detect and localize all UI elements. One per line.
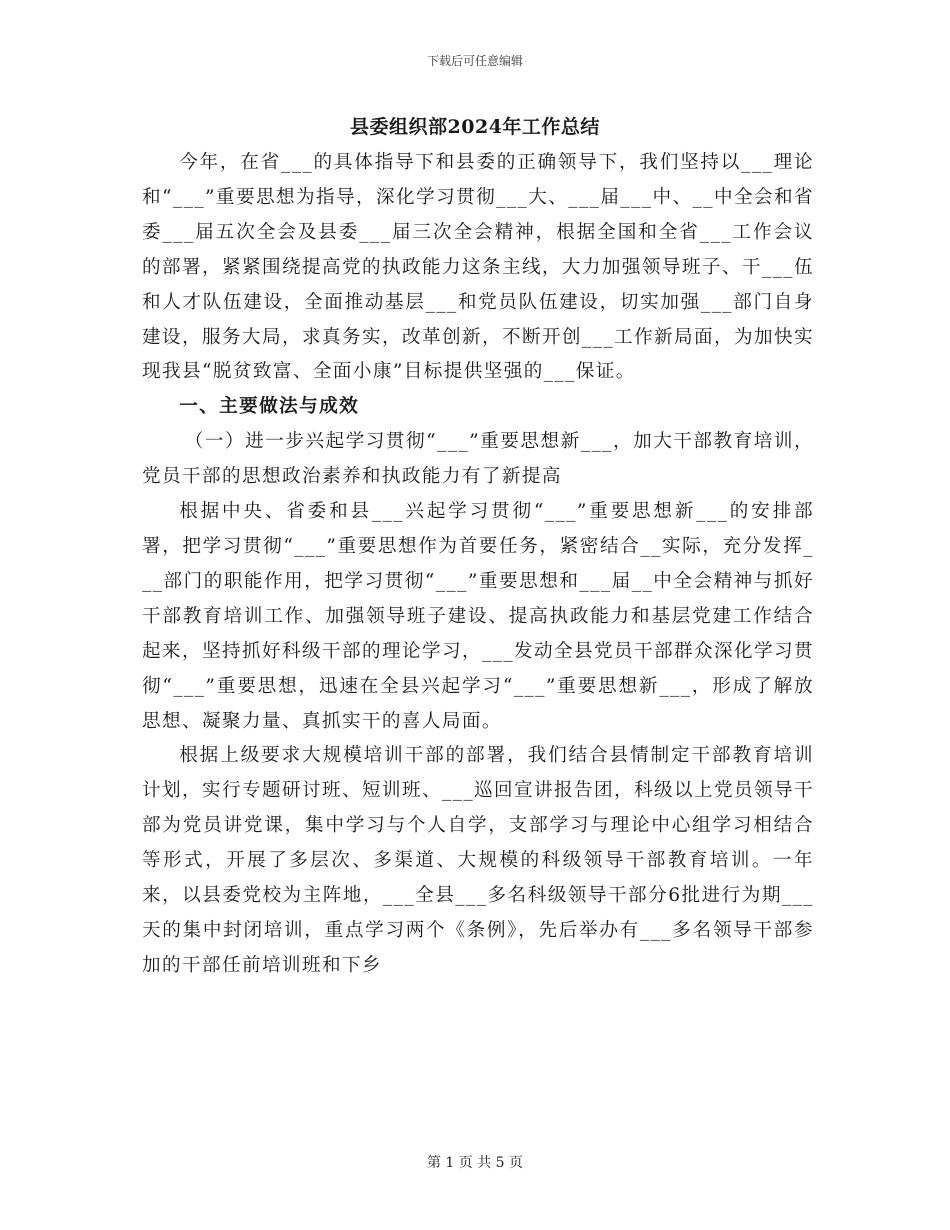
- body-paragraph-cadre-training: 根据上级要求大规模培训干部的部署，我们结合县情制定干部教育培训计划，实行专题研讨班、短训班、___巡回宣讲报告团，科级以上党员领导干部为党员讲党课，集中学习与个人自学，支部学习与理论中心组学习相结合等形式，开展了多层次、多渠道、大规模的科级领导干部教育培训。一年来，以县委党校为主阵地，___全县___多名科级领导干部分6批进行为期___天的集中封闭培训，重点学习两个《条例》，先后举办有___多名领导干部参加的干部任前培训班和下乡: [142, 745, 814, 976]
- page-header-note: 下载后可任意编辑: [426, 54, 523, 68]
- body-paragraph-study-deployment: 根据中央、省委和县___兴起学习贯彻“___”重要思想新___的安排部署，把学习贯彻“___”重要思想作为首要任务，紧密结合__实际，充分发挥___部门的职能作用，把学习贯彻“___”重要思想和___届__中全会精神与抓好干部教育培训工作、加强领导班子建设、提高执政能力和基层党建工作结合起来，坚持抓好科级干部的理论学习，___发动全县党员干部群众深化学习贯彻“___”重要思想，迅速在全县兴起学习“___”重要思想新___，形成了解放思想、凝聚力量、真抓实干的喜人局面。: [142, 501, 814, 732]
- document-body: [142, 146, 814, 984]
- section-heading-main-practices: 一、主要做法与成效: [179, 396, 360, 418]
- document-title: 县委组织部2024年工作总结: [350, 116, 600, 138]
- subsection-heading-study: （一）进一步兴起学习贯彻“___”重要思想新___，加大干部教育培训，党员干部的思想政治素养和执政能力有了新提高: [142, 431, 814, 488]
- page-number-footer: 第 1 页 共 5 页: [426, 1155, 524, 1171]
- intro-paragraph: 今年，在省___的具体指导下和县委的正确领导下，我们坚持以___理论和“___”重要思想为指导，深化学习贯彻___大、___届___中、__中全会和省委___届五次全会及县委___届三次全会精神，根据全国和全省___工作会议的部署，紧紧围绕提高党的执政能力这条主线，大力加强领导班子、干___伍和人才队伍建设，全面推动基层___和党员队伍建设，切实加强___部门自身建设，服务大局，求真务实，改革创新，不断开创___工作新局面，为加快实现我县“脱贫致富、全面小康”目标提供坚强的___保证。: [142, 152, 814, 383]
